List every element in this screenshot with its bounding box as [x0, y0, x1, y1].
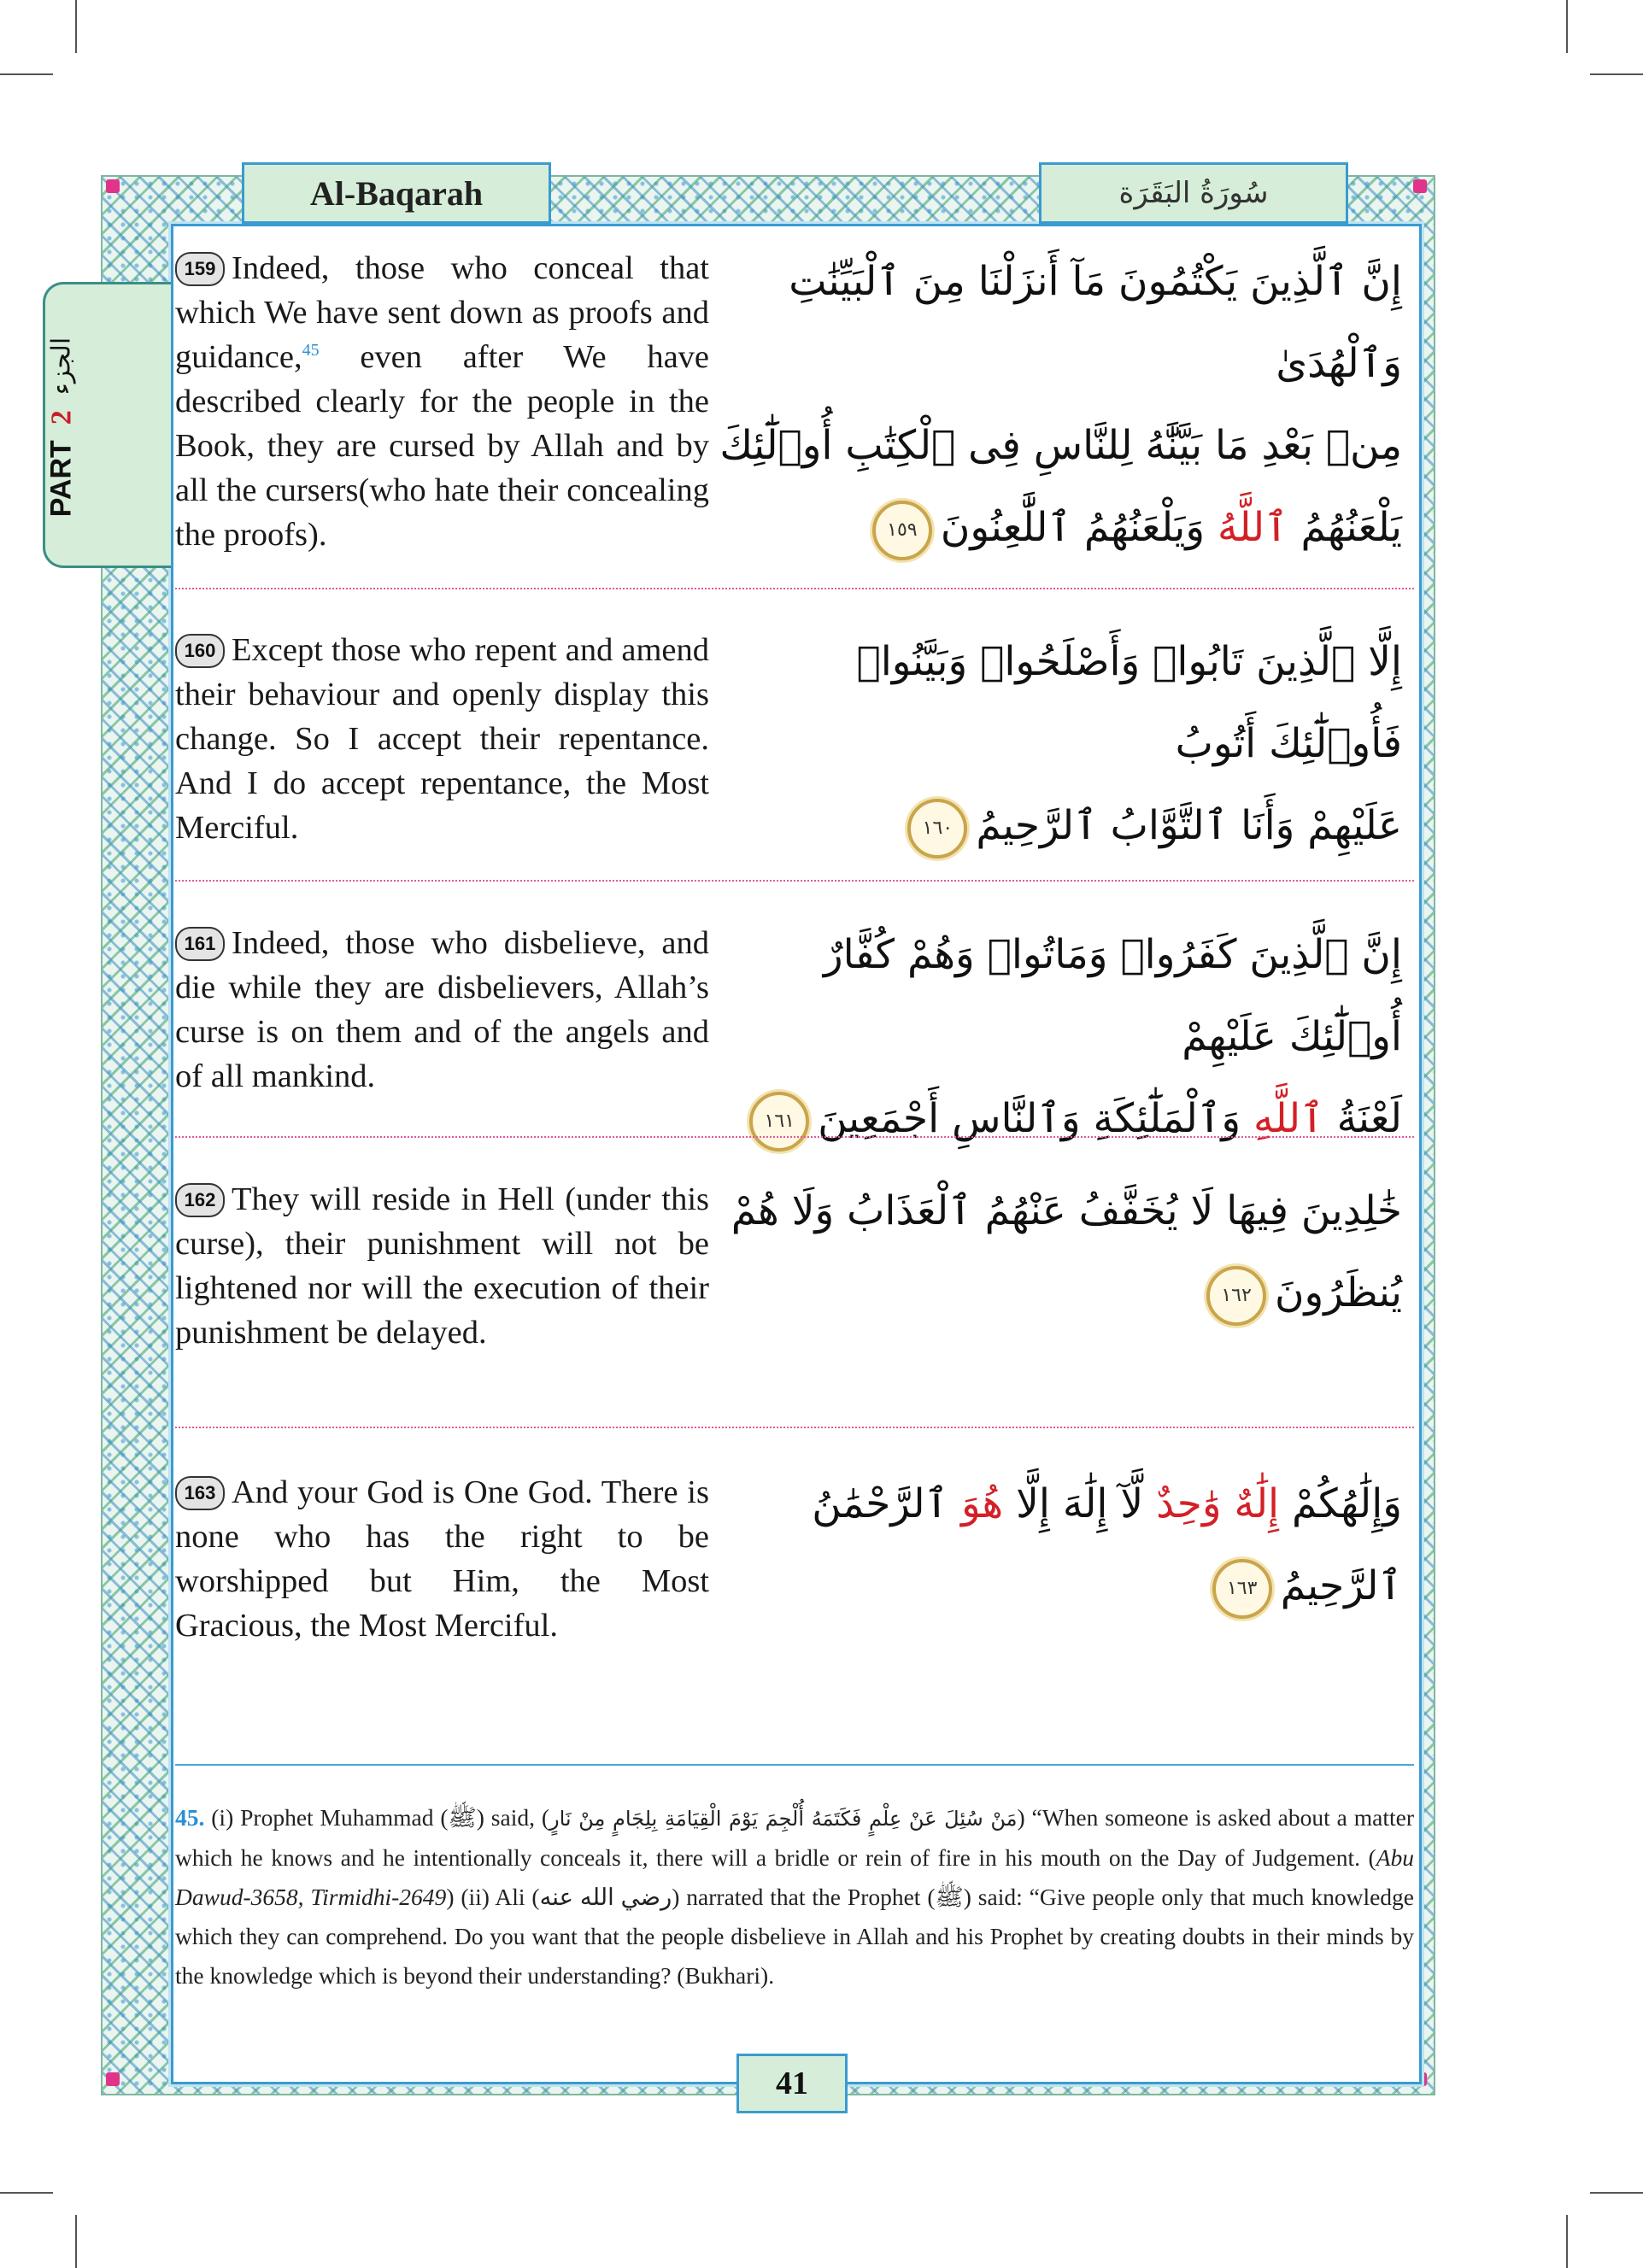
corner-ornament [1413, 179, 1427, 193]
verse-163 [175, 1470, 1412, 1675]
arabic-text: لَّآ إِلَٰهَ إِلَّا [1003, 1480, 1157, 1527]
verse-translation [175, 628, 709, 850]
allah-name: ٱللَّهُ [1217, 504, 1288, 551]
arabic-line [719, 1463, 1402, 1545]
arabic-text: يَلْعَنُهُمُ [1288, 504, 1402, 551]
arabic-line [719, 1078, 1402, 1160]
ayah-end-marker: ١٥٩ [872, 501, 932, 560]
arabic-line [719, 1252, 1402, 1334]
translation-text: Indeed, those who conceal that which We have sent down as proofs and guidance, [175, 250, 709, 375]
arabic-text: وَإِلَٰهُكُمْ [1279, 1480, 1402, 1527]
verse-number-badge: 163 [175, 1476, 225, 1510]
surah-title-arabic: سُورَةُ البَقَرَة [1118, 176, 1269, 210]
ayah-end-marker: ١٦٠ [907, 799, 967, 859]
translation-text: And your God is One God. There is none who has the right to be worshipped but Him, the Most Gracious, the Most Merciful. [175, 1474, 709, 1644]
crop-mark [75, 0, 77, 53]
translation-text: They will reside in Hell (under this curse), their punishment will not be lightened nor will the execution of their punishment be delayed. [175, 1181, 709, 1351]
verse-number-badge: 162 [175, 1183, 225, 1217]
allah-name: ٱللَّهِ [1253, 1095, 1324, 1142]
footnote-text: (i) Prophet Muhammad (ﷺ) said, ( [204, 1804, 550, 1831]
page-number: 41 [736, 2054, 848, 2113]
translation-text: even after We have described clearly for the people in the Book, they are cursed by Allah and by all the cursers(who hate their concealing the proofs). [175, 339, 709, 553]
divine-name: هُوَ [961, 1480, 1004, 1527]
footnote [175, 1798, 1414, 1995]
arabic-line: مِنۢ بَعْدِ مَا بَيَّنَّٰهُ لِلنَّاسِ فِى ٱلْكِتَٰبِ أُو۟لَٰٓئِكَ [719, 422, 1402, 469]
verse-arabic [719, 914, 1402, 1160]
crop-mark [1566, 0, 1568, 53]
verse-160 [175, 628, 1412, 867]
crop-mark [1590, 2192, 1643, 2194]
footnote-citation: Abu Dawud-3658, Tirmidhi-2649 [175, 1844, 1414, 1910]
verse-161 [175, 921, 1412, 1142]
verse-separator [175, 1427, 1414, 1428]
ayah-end-marker: ١٦٢ [1206, 1266, 1266, 1326]
crop-mark [0, 2192, 53, 2194]
verse-number-badge: 161 [175, 927, 225, 961]
footnote-divider [175, 1764, 1414, 1766]
verse-separator [175, 1136, 1414, 1138]
corner-ornament [106, 179, 120, 193]
verse-arabic [719, 1170, 1402, 1334]
translation-text: Indeed, those who disbelieve, and die while they are disbelievers, Allah’s curse is on them and of the angels and of all mankind. [175, 925, 709, 1094]
part-word: PART [44, 440, 78, 518]
arabic-line: إِنَّ ٱلَّذِينَ كَفَرُوا۟ وَمَاتُوا۟ وَهُمْ كُفَّارٌ أُو۟لَٰٓئِكَ عَلَيْهِمْ [823, 931, 1402, 1060]
surah-title-english-box [242, 162, 551, 224]
arabic-line: خَٰلِدِينَ فِيهَا لَا يُخَفَّفُ عَنْهُمُ ٱلْعَذَابُ وَلَا هُمْ [731, 1187, 1402, 1234]
verse-162 [175, 1177, 1412, 1425]
footnote-reference[interactable]: 45 [302, 341, 320, 360]
arabic-line [719, 785, 1402, 867]
ayah-end-marker: ١٦٣ [1212, 1559, 1272, 1619]
arabic-text: عَلَيْهِمْ وَأَنَا ٱلتَّوَّابُ ٱلرَّحِيمُ [976, 802, 1402, 849]
verse-arabic [719, 621, 1402, 867]
verse-translation [175, 921, 709, 1099]
surah-title-english: Al-Baqarah [309, 173, 484, 213]
verse-159 [175, 246, 1412, 562]
arabic-text: ٱلرَّحِيمُ [1280, 1562, 1402, 1609]
arabic-text: يُنظَرُونَ [1275, 1269, 1402, 1316]
verse-translation [175, 1470, 709, 1648]
crop-mark [1566, 2215, 1568, 2268]
part-tab-label [45, 337, 79, 518]
verse-separator [175, 588, 1414, 589]
crop-mark [0, 73, 53, 75]
arabic-text: وَيَلْعَنُهُمُ ٱللَّٰعِنُونَ [940, 504, 1218, 551]
surah-title-arabic-box [1039, 162, 1348, 224]
arabic-line [719, 1545, 1402, 1627]
corner-ornament [106, 2072, 120, 2086]
part-arabic: الجزء [46, 337, 77, 396]
crop-mark [1590, 73, 1643, 75]
arabic-text: ٱلرَّحْمَٰنُ [812, 1480, 962, 1527]
arabic-line: إِنَّ ٱلَّذِينَ يَكْتُمُونَ مَآ أَنزَلْنَا مِنَ ٱلْبَيِّنَٰتِ وَٱلْهُدَىٰ [789, 258, 1402, 387]
verse-separator [175, 880, 1414, 882]
crop-mark [75, 2215, 77, 2268]
verse-arabic [719, 241, 1402, 569]
verse-translation [175, 246, 709, 557]
verse-number-badge: 159 [175, 252, 225, 286]
verse-translation [175, 1177, 709, 1355]
footnote-number: 45. [175, 1804, 205, 1831]
arabic-text: لَعْنَةُ [1323, 1095, 1402, 1142]
divine-name: إِلَٰهٌ وَٰحِدٌ [1156, 1480, 1280, 1527]
arabic-text: وَٱلْمَلَٰٓئِكَةِ وَٱلنَّاسِ أَجْمَعِينَ [818, 1095, 1254, 1142]
footnote-text: ) “When someone is asked about a matter which he knows and he intentionally conceals it, there will a bridle or rein of fire in his mouth on the Day of Judgement. ( [175, 1804, 1414, 1871]
arabic-line: إِلَّا ٱلَّذِينَ تَابُوا۟ وَأَصْلَحُوا۟ وَبَيَّنُوا۟ فَأُو۟لَٰٓئِكَ أَتُوبُ [856, 638, 1402, 767]
ayah-end-marker: ١٦١ [749, 1092, 809, 1152]
part-number: 2 [45, 410, 77, 425]
arabic-line [719, 487, 1402, 569]
translation-text: Except those who repent and amend their behaviour and openly display this change. So I accept their repentance. And I do accept repentance, the Most Merciful. [175, 632, 709, 846]
verse-number-badge: 160 [175, 634, 225, 668]
footnote-text: ) (ii) Ali (رضي الله عنه) narrated that the Prophet (ﷺ) said: “Give people only that much knowledge which they can comprehend. Do you want that the people disbelieve in Allah and his Prophet by creating doubts in their minds by the knowledge which is beyond their understanding? (Bukhari). [175, 1884, 1414, 1989]
verse-arabic [719, 1463, 1402, 1627]
footnote-arabic-quote: مَنْ سُئِلَ عَنْ عِلْمٍ فَكَتَمَهُ أُلْجِمَ يَوْمَ الْقِيَامَةِ بِلِجَامٍ مِنْ نَارٍ [549, 1807, 1018, 1831]
